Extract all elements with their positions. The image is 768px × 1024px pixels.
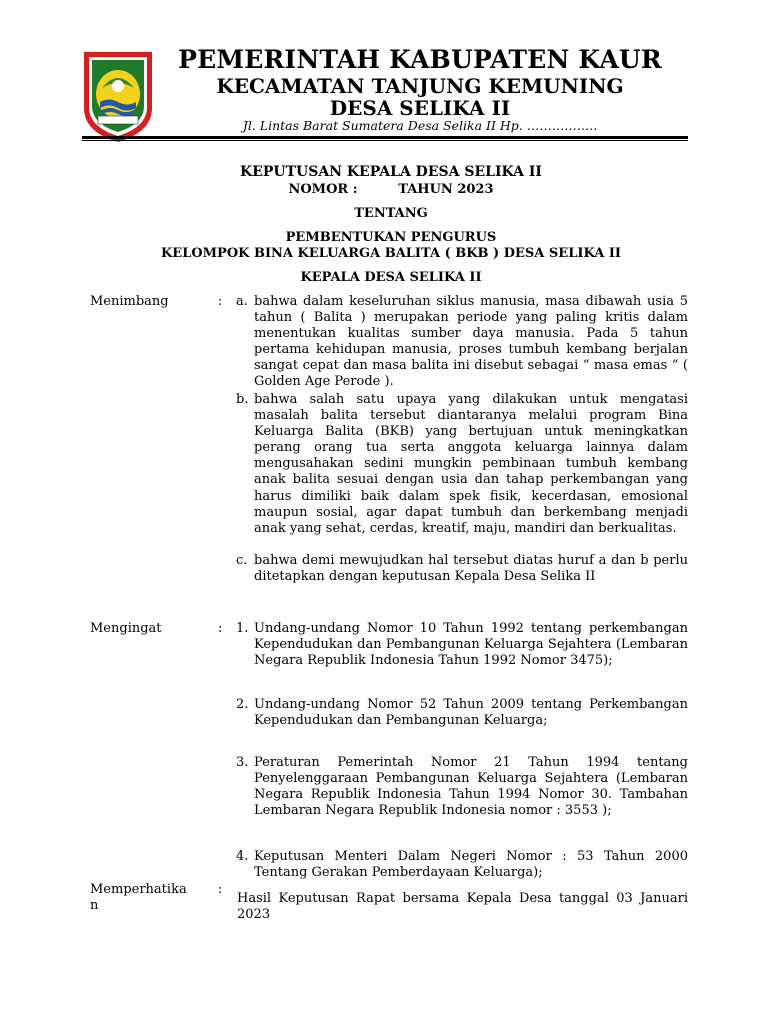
decree-number: NOMOR : TAHUN 2023 [288,182,494,197]
menimbang-item-mark: c. [236,553,248,568]
mengingat-item-text: Keputusan Menteri Dalam Negeri Nomor : 53 Tahun 2000 Tentang Gerakan Pemberdayaan Keluarga); [254,849,688,881]
letterhead [0,0,768,150]
mengingat-item-mark: 4. [236,849,249,864]
memperhatikan-label-line-2: n [90,898,99,913]
letterhead-rule-thick [82,136,688,139]
menimbang-item-mark: a. [236,294,248,309]
mengingat-item-mark: 1. [236,621,249,636]
mengingat-item-text: Undang-undang Nomor 52 Tahun 2009 tentang Perkembangan Kependudukan dan Pembangunan Keluarga; [254,697,688,729]
letterhead-district: KECAMATAN TANJUNG KEMUNING [216,74,624,98]
decree-title: KEPUTUSAN KEPALA DESA SELIKA II [240,164,542,180]
regency-emblem-icon [80,48,156,144]
letterhead-rule-thin [82,140,688,141]
menimbang-colon: : [218,294,223,309]
memperhatikan-colon: : [218,882,223,897]
menimbang-item-text: bahwa demi mewujudkan hal tersebut diatas huruf a dan b perlu ditetapkan dengan keputusan Kepala Desa Selika II [254,553,688,585]
letterhead-village: DESA SELIKA II [329,96,511,120]
letterhead-government: PEMERINTAH KABUPATEN KAUR [178,45,662,74]
menimbang-item-mark: b. [236,392,249,407]
mengingat-item-mark: 3. [236,755,249,770]
memperhatikan-text: Hasil Keputusan Rapat bersama Kepala Desa tanggal 03 Januari 2023 [237,891,688,923]
decree-subject-line-1: PEMBENTUKAN PENGURUS [285,230,497,245]
mengingat-label: Mengingat [90,621,162,636]
decree-about: TENTANG [354,206,428,221]
menimbang-label: Menimbang [90,294,169,309]
memperhatikan-label-line-1: Memperhatika [90,882,187,897]
mengingat-item-mark: 2. [236,697,249,712]
mengingat-item-text: Undang-undang Nomor 10 Tahun 1992 tentang perkembangan Kependudukan dan Pembangunan Keluarga Sejahtera (Lembaran Negara Republik Indonesia Tahun 1992 Nomor 3475); [254,621,688,669]
letterhead-address: Jl. Lintas Barat Sumatera Desa Selika II Hp. …………….. [242,118,598,133]
mengingat-item-text: Peraturan Pemerintah Nomor 21 Tahun 1994 tentang Penyelenggaraan Pembangunan Keluarga Sejahtera (Lembaran Negara Republik Indonesia Tahun 1994 Nomor 30. Tambahan Lembaran Negara Republik Indonesia nomor : 3553 ); [254,755,688,819]
decree-subject-line-2: KELOMPOK BINA KELUARGA BALITA ( BKB ) DESA SELIKA II [160,246,621,261]
mengingat-colon: : [218,621,223,636]
menimbang-item-text: bahwa salah satu upaya yang dilakukan untuk mengatasi masalah balita tersebut diantaranya melalui program Bina Keluarga Balita (BKB) yang bertujuan untuk meningkatkan perang orang tua serta anggota keluarga lainnya dalam mengusahakan sedini mungkin pembinaan tumbuh kembang anak balita sesuai dengan usia dan tahap perkembangan yang harus dimiliki baik dalam spek fisik, kecerdasan, emosional maupun sosial, agar dapat tumbuh dan berkembang menjadi anak yang sehat, cerdas, kreatif, maju, mandiri dan berkualitas. [254,392,688,536]
menimbang-item-text: bahwa dalam keseluruhan siklus manusia, masa dibawah usia 5 tahun ( Balita ) merupakan periode yang paling kritis dalam menentukan kualitas sumber daya manusia. Pada 5 tahun pertama kehidupan manusia, proses tumbuh kembang berjalan sangat cepat dan masa balita ini disebut sebagai “ masa emas “ ( Golden Age Perode ). [254,294,688,390]
decree-authority: KEPALA DESA SELIKA II [300,270,482,285]
